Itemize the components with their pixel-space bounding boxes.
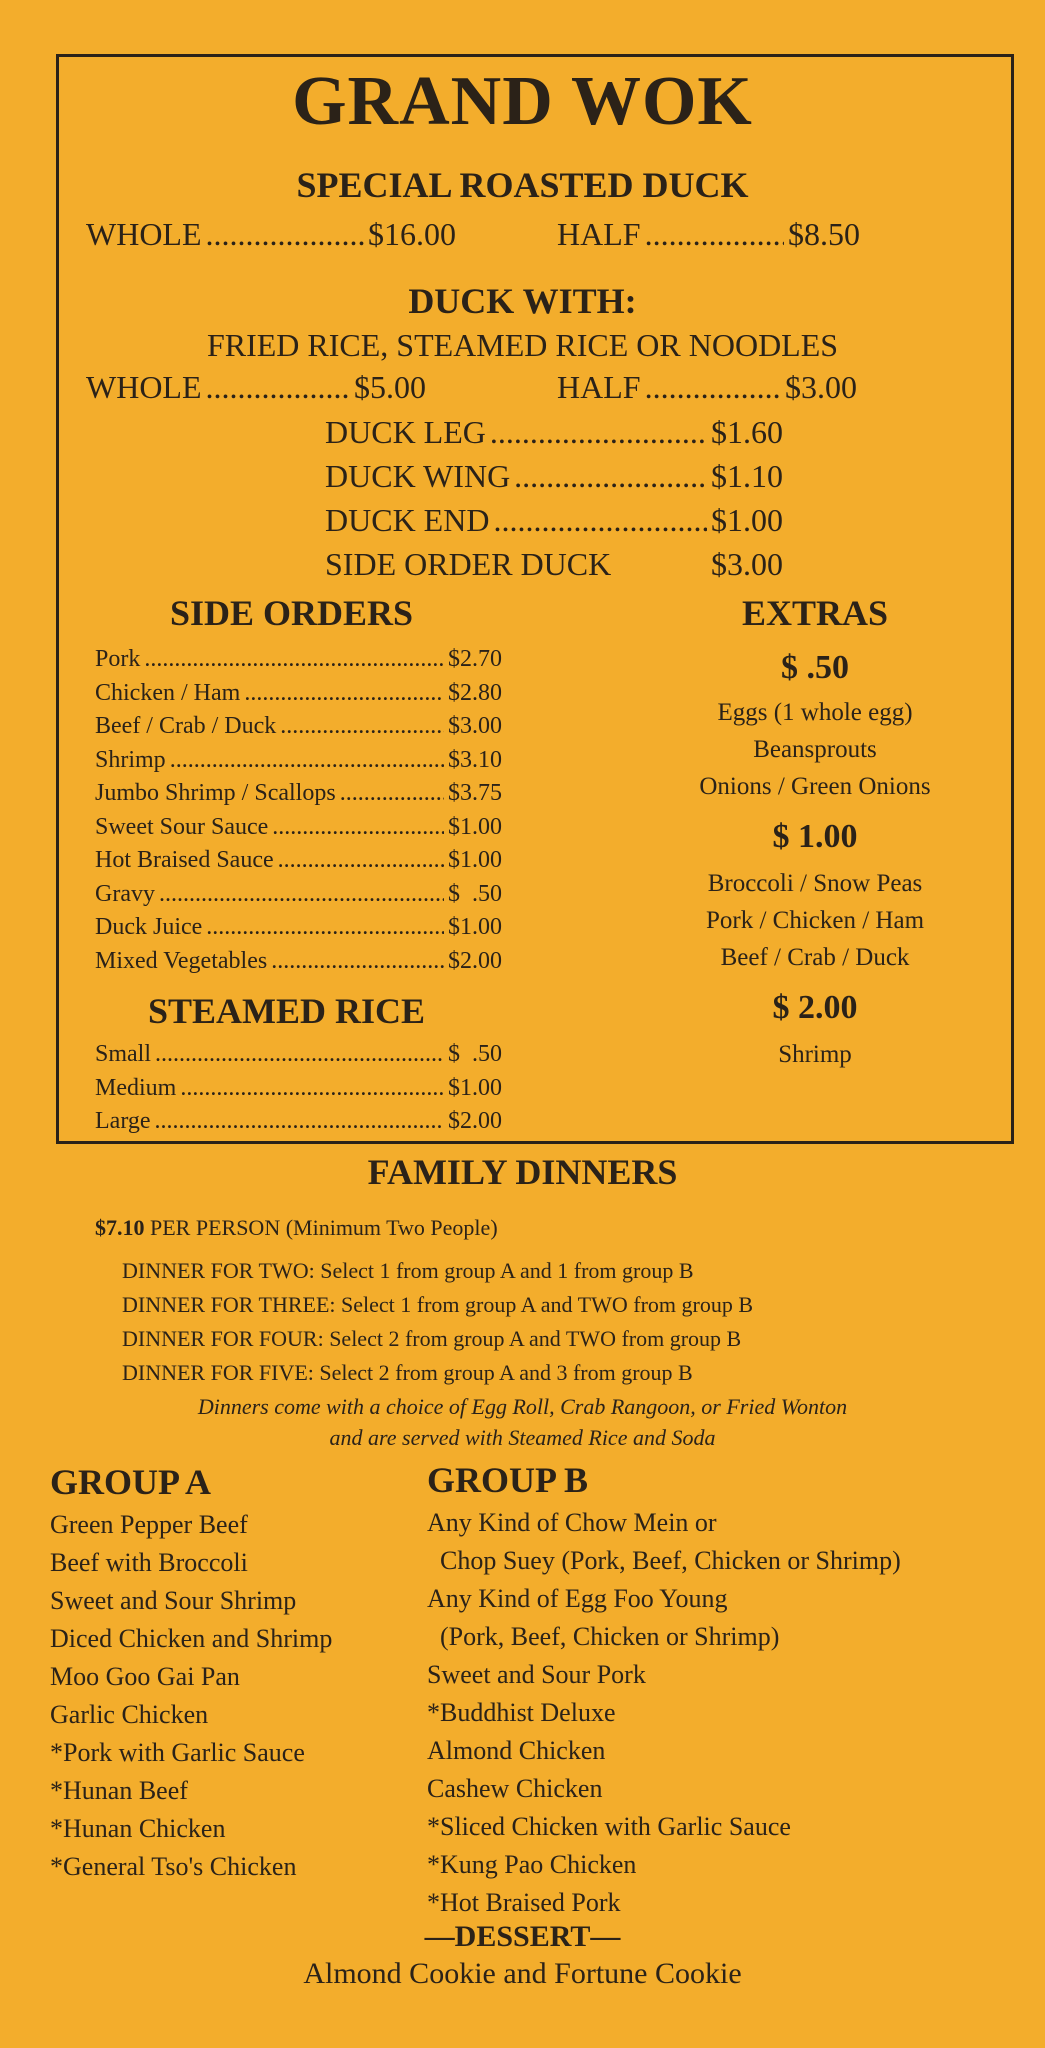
group-b-item: *Hot Braised Pork [427, 1888, 621, 1917]
steamed-rice-item: Medium ..... $1.00 [95, 1072, 502, 1106]
side-order-item: Jumbo Shrimp / Scallops ..... $3.75 [95, 777, 502, 811]
duck-item: SIDE ORDER DUCK $3.00 [325, 546, 783, 582]
group-a-item: *Pork with Garlic Sauce [50, 1738, 305, 1767]
extras-item: Pork / Chicken / Ham [705, 907, 925, 934]
extras-item: Eggs (1 whole egg) [717, 699, 913, 726]
group-b-item: Chop Suey (Pork, Beef, Chicken or Shrimp) [427, 1546, 901, 1575]
extras-price: $ 1.00 [772, 818, 858, 855]
roast-duck-heading: SPECIAL ROASTED DUCK [296, 165, 749, 205]
side-orders-list [95, 643, 502, 978]
steamed-rice-item: Small ..... $ .50 [95, 1038, 502, 1072]
duck-with-whole: WHOLE ..... $5.00 [86, 369, 426, 406]
side-order-item: Beef / Crab / Duck ..... $3.00 [95, 710, 502, 744]
duck-item: DUCK LEG ..... $1.60 [325, 410, 783, 454]
extras-item: Beef / Crab / Duck [720, 944, 910, 971]
extras-price: $ .50 [781, 649, 849, 686]
dinner-option: DINNER FOR FIVE: Select 2 from group A and 3 from group B [122, 1360, 693, 1385]
steamed-rice-item: Large ..... $2.00 [95, 1105, 502, 1139]
group-a-list [50, 1506, 332, 1886]
group-a-item: Moo Goo Gai Pan [50, 1662, 240, 1691]
dinner-option: DINNER FOR TWO: Select 1 from group A and 1 from group B [122, 1258, 694, 1283]
dessert-heading: —DESSERT— [424, 1920, 621, 1953]
steamed-rice-heading: STEAMED RICE [148, 991, 426, 1031]
side-order-item: Pork ..... $2.70 [95, 643, 502, 677]
roast-duck-half: HALF ..... $8.50 [557, 216, 860, 253]
dinner-option: DINNER FOR THREE: Select 1 from group A and TWO from group B [122, 1292, 754, 1317]
group-b-item: (Pork, Beef, Chicken or Shrimp) [427, 1622, 780, 1651]
group-a-item: Sweet and Sour Shrimp [50, 1586, 297, 1615]
side-order-item: Sweet Sour Sauce ..... $1.00 [95, 811, 502, 845]
extras-item: Shrimp [778, 1041, 852, 1068]
family-price-line: $7.10 PER PERSON (Minimum Two People) [95, 1215, 498, 1240]
extras-heading: EXTRAS [741, 593, 889, 633]
duck-item: DUCK END ..... $1.00 [325, 498, 783, 542]
side-order-item: Gravy ..... $ .50 [95, 878, 502, 912]
group-a-item: *Hunan Chicken [50, 1814, 226, 1843]
group-a-item: *Hunan Beef [50, 1776, 188, 1805]
group-b-item: Any Kind of Chow Mein or [427, 1508, 717, 1537]
group-a-item: Diced Chicken and Shrimp [50, 1624, 333, 1653]
duck-item: DUCK WING ..... $1.10 [325, 454, 783, 498]
group-a-heading: GROUP A [50, 1462, 212, 1502]
dessert-items: Almond Cookie and Fortune Cookie [303, 1957, 742, 1990]
duck-with-sub: FRIED RICE, STEAMED RICE OR NOODLES [206, 327, 839, 363]
extras-item: Broccoli / Snow Peas [707, 870, 923, 897]
duck-with-heading: DUCK WITH: [408, 281, 637, 321]
group-b-item: Cashew Chicken [427, 1774, 603, 1803]
group-b-list [427, 1504, 901, 1922]
extras-item: Onions / Green Onions [699, 773, 931, 800]
group-b-item: Almond Chicken [427, 1736, 606, 1765]
group-b-item: Sweet and Sour Pork [427, 1660, 646, 1689]
side-orders-heading: SIDE ORDERS [170, 593, 414, 633]
group-b-item: Any Kind of Egg Foo Young [427, 1584, 728, 1613]
group-a-item: Garlic Chicken [50, 1700, 209, 1729]
extras-price: $ 2.00 [772, 989, 858, 1026]
duck-with-half: HALF ..... $3.00 [557, 369, 857, 406]
group-a-item: Green Pepper Beef [50, 1510, 248, 1539]
roast-duck-whole: WHOLE ..... $16.00 [86, 216, 456, 253]
side-order-item: Shrimp ..... $3.10 [95, 744, 502, 778]
side-order-item: Hot Braised Sauce ..... $1.00 [95, 844, 502, 878]
group-a-item: Beef with Broccoli [50, 1548, 248, 1577]
group-a-item: *General Tso's Chicken [50, 1852, 297, 1881]
steamed-rice-list [95, 1038, 502, 1139]
extras-column [640, 592, 990, 1073]
group-b-item: *Sliced Chicken with Garlic Sauce [427, 1812, 791, 1841]
group-b-item: *Kung Pao Chicken [427, 1850, 637, 1879]
extras-item: Beansprouts [753, 736, 877, 763]
family-dinners-heading: FAMILY DINNERS [367, 1152, 678, 1192]
restaurant-title: GRAND WOK [292, 63, 753, 140]
side-order-item: Mixed Vegetables ..... $2.00 [95, 945, 502, 979]
duck-items-list [325, 410, 783, 586]
dinner-option: DINNER FOR FOUR: Select 2 from group A and TWO from group B [122, 1326, 742, 1351]
family-dinner-options [122, 1254, 753, 1390]
side-order-item: Duck Juice ..... $1.00 [95, 911, 502, 945]
group-b-item: *Buddhist Deluxe [427, 1698, 616, 1727]
side-order-item: Chicken / Ham ..... $2.80 [95, 677, 502, 711]
family-note: Dinners come with a choice of Egg Roll, Crab Rangoon, or Fried Wonton and are served with Steamed Rice and Soda [197, 1394, 848, 1450]
group-b-heading: GROUP B [427, 1460, 589, 1500]
